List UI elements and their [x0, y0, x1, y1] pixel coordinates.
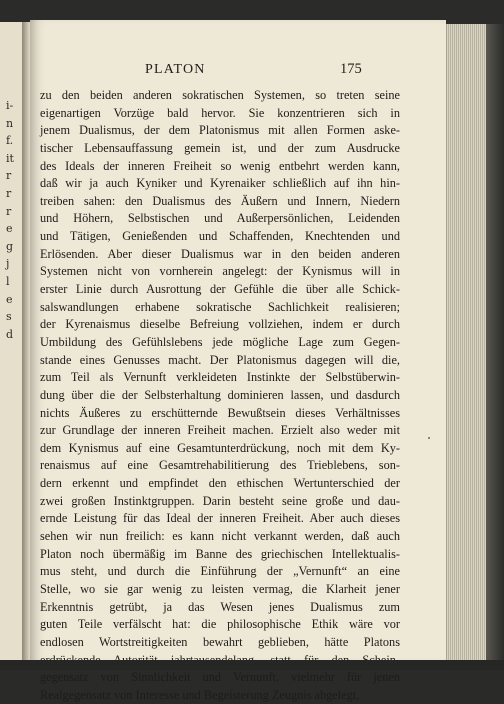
text-line: und Höhern, Selbstischen und Außerpersönlichen, Leidenden [40, 211, 400, 226]
text-line: zu den beiden anderen sokratischen Systemen, so treten seine [40, 88, 400, 102]
text-line: renaismus auf eine Gesamtrehabilitierung des Trieblebens, son- [40, 458, 400, 473]
text-line: jenem Dualismus, der dem Platonismus mit allen Formen aske- [40, 123, 400, 138]
text-line: Umbildung des Gefühlslebens jede mögliche Lage zum Gegen- [40, 334, 400, 349]
previous-page-text-fragment: it [6, 151, 14, 165]
text-line: stande eines Genusses macht. Der Platonismus dagegen will die, [40, 352, 400, 367]
text-line: Platon noch übermäßig im Banne des griechischen Intellektualis- [40, 546, 400, 561]
previous-page-text-fragment: g [6, 239, 14, 253]
text-line: guten Teile verfälscht hat: die philosophische Ethik wäre vor [40, 617, 400, 632]
text-line: salswandlungen erhabene sokratische Sachlichkeit realisieren; [40, 299, 400, 314]
previous-page-text-fragment: e [6, 222, 13, 236]
text-line: Erlösenden. Aber dieser Dualismus war in den beiden anderen [40, 246, 400, 261]
previous-page-text-fragment: r [6, 187, 12, 200]
text-line: zur Grundlage der inneren Freiheit machen. Erzielt also weder mit [40, 423, 400, 438]
paper-speck [428, 437, 430, 439]
text-line: treiben sahen: den Dualismus des Äußern und Innern, Niedern [40, 193, 400, 208]
text-line: Erkenntnis getrübt, ja das Wesen jenes Dualismus zum [40, 599, 400, 614]
body-text [40, 87, 400, 704]
text-line: daß wir ja auch Kyniker und Kyrenaiker schließlich auf ihn hin- [40, 176, 400, 191]
table-shadow [0, 660, 504, 670]
text-line: dem Kynismus auf eine Gesamtunterdrückung, noch mit dem Ky- [40, 440, 400, 455]
previous-page-text-fragment: n [6, 116, 14, 130]
previous-page-text-fragment: r [6, 169, 12, 183]
previous-page-text-fragment: i- [6, 99, 14, 112]
text-line: der Kyrenaismus dieselbe Befreiung vollziehen, indem er durch [40, 317, 400, 332]
text-line: tischer Lebensauffassung gemein ist, und der zum Ausdrucke [40, 140, 400, 155]
previous-page-edge [0, 22, 23, 662]
running-head: PLATON [145, 62, 206, 77]
text-line: Realgegensatz von Interesse und Begeisterung Zeugnis abgelegt, [40, 687, 360, 702]
text-line: gegensatz von Sinnlichkeit und Vernunft, vielmehr für jenen [40, 670, 400, 685]
previous-page-text-fragment: d [6, 327, 14, 341]
text-line: zum Teil als Vernunft verkleideten Instinkte der Selbstüberwin- [40, 370, 400, 385]
text-line: eigenartigen Vorzüge bald hervor. Sie konzentrieren sich in [40, 105, 400, 120]
page-edges [446, 24, 487, 662]
text-line: endlosen Wortstreitigkeiten bewahrt geblieben, hätte Platons [40, 634, 400, 649]
text-line: ernde Leistung für das Ideal der inneren Freiheit. Aber auch dieses [40, 511, 400, 526]
book-shadow [486, 24, 504, 662]
text-line: Stelle, wo sie gar wenig zu leisten vermag, die Klarheit jener [40, 581, 400, 596]
text-line: nichts Äußeres zu erschütternde Bewußtsein dieses Verhältnisses [40, 405, 400, 420]
text-line: Systemen nicht von vornherein angelegt: der Kynismus will in [40, 264, 400, 279]
text-line: erster Linie durch Ausrottung der Gefühle die über alle Schick- [40, 282, 400, 297]
text-line: dung über die der Selbsterhaltung dominieren lassen, und dasdurch [40, 387, 400, 402]
text-line: und Tätigen, Genießenden und Schaffenden, Knechtenden und [40, 229, 400, 244]
previous-page-text-fragment: j [6, 257, 10, 271]
previous-page-text-fragment: r [6, 204, 12, 218]
previous-page-text-fragment: e [6, 292, 13, 306]
previous-page-text-fragment: f. [6, 134, 14, 148]
previous-page-text-fragment: l [6, 275, 10, 288]
previous-page-text-fragment: s [6, 310, 12, 324]
page-number: 175 [340, 61, 362, 77]
text-line: mus steht, und durch die Einführung der „Vernunft“ an eine [40, 564, 400, 579]
text-line: sehen wir nun freilich: es kann nicht verkannt werden, daß auch [40, 529, 400, 544]
text-line: des Ideals der inneren Freiheit so wenig entbehrt werden kann, [40, 158, 400, 173]
text-line: dern erkennt und empfindet den ethischen Wertunterschied der [40, 476, 400, 491]
text-line: zwei großen Instinktgruppen. Darin besteht seine große und dau- [40, 493, 400, 508]
